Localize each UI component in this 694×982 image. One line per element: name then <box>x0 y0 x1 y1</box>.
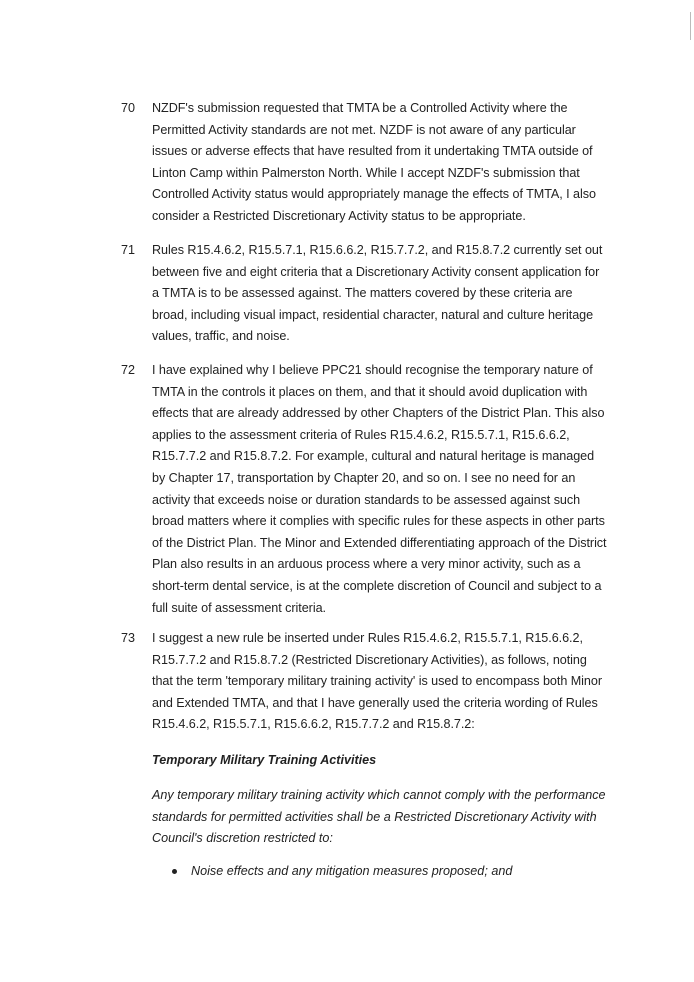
bullet-text: Noise effects and any mitigation measures proposed; and <box>191 864 513 878</box>
text-line: Linton Camp within Palmerston North. While I accept NZDF's submission that <box>152 165 580 180</box>
paragraph-number: 71 <box>121 243 136 257</box>
text-line: applies to the assessment criteria of Rules R15.4.6.2, R15.5.7.1, R15.6.6.2, <box>152 427 570 442</box>
paragraph-text <box>152 628 604 736</box>
text-line: between five and eight criteria that a Discretionary Activity consent application for <box>152 264 600 279</box>
bullet-icon <box>172 869 177 874</box>
text-line: NZDF's submission requested that TMTA be a Controlled Activity where the <box>152 101 568 115</box>
text-line: by Chapter 17, transportation by Chapter 20, and so on. I see no need for an <box>152 470 576 485</box>
text-line: Permitted Activity standards are not met. NZDF is not aware of any particular <box>152 122 576 137</box>
paragraph-text <box>152 98 604 228</box>
text-line: I suggest a new rule be inserted under Rules R15.4.6.2, R15.5.7.1, R15.6.6.2, <box>152 631 583 645</box>
text-line: Rules R15.4.6.2, R15.5.7.1, R15.6.6.2, R15.7.7.2, and R15.8.7.2 currently set out <box>152 243 603 257</box>
text-line: broad matters where it complies with specific rules for these aspects in other parts <box>152 514 605 529</box>
text-line: R15.4.6.2, R15.5.7.1, R15.6.6.2, R15.7.7.2 and R15.8.7.2: <box>152 717 475 732</box>
rule-text <box>152 785 604 850</box>
text-line: TMTA in the controls it places on them, and that it should avoid duplication with <box>152 384 588 399</box>
scan-edge-mark <box>690 12 691 40</box>
paragraph-number: 73 <box>121 631 136 645</box>
text-line: Plan also results in an arduous process where a very minor activity, such as a <box>152 557 581 572</box>
text-line: that the term 'temporary military training activity' is used to encompass both Minor <box>152 674 602 689</box>
text-line: Controlled Activity status would appropriately manage the effects of TMTA, I also <box>152 187 596 202</box>
text-line: a TMTA is to be assessed against. The matters covered by these criteria are <box>152 286 573 301</box>
text-line: effects that are already addressed by other Chapters of the District Plan. This also <box>152 406 605 421</box>
text-line: full suite of assessment criteria. <box>152 600 326 615</box>
text-line: broad, including visual impact, residential character, natural and culture heritage <box>152 307 594 322</box>
text-line: activity that exceeds noise or duration standards to be assessed against such <box>152 492 581 507</box>
text-line: I have explained why I believe PPC21 should recognise the temporary nature of <box>152 363 593 377</box>
text-line: Council's discretion restricted to: <box>152 831 333 846</box>
paragraph-text <box>152 240 604 348</box>
text-line: values, traffic, and noise. <box>152 329 290 344</box>
text-line: consider a Restricted Discretionary Activity status to be appropriate. <box>152 208 526 223</box>
text-line: short-term dental service, is at the complete discretion of Council and subject to a <box>152 578 602 593</box>
text-line: R15.7.7.2 and R15.8.7.2. For example, cultural and natural heritage is managed <box>152 449 595 464</box>
paragraph-text <box>152 360 607 619</box>
text-line: issues or adverse effects that have resulted from it undertaking TMTA outside of <box>152 144 593 159</box>
rule-heading: Temporary Military Training Activities <box>152 753 377 767</box>
text-line: Any temporary military training activity which cannot comply with the performance <box>152 788 606 802</box>
text-line: of the District Plan. The Minor and Extended differentiating approach of the District <box>152 535 607 550</box>
paragraph-number: 72 <box>121 363 136 377</box>
text-line: and Extended TMTA, and that I have generally used the criteria wording of Rules <box>152 695 598 710</box>
text-line: R15.7.7.2 and R15.8.7.2 (Restricted Discretionary Activities), as follows, noting <box>152 652 587 667</box>
text-line: standards for permitted activities shall be a Restricted Discretionary Activity with <box>152 809 597 824</box>
paragraph-number: 70 <box>121 101 136 115</box>
